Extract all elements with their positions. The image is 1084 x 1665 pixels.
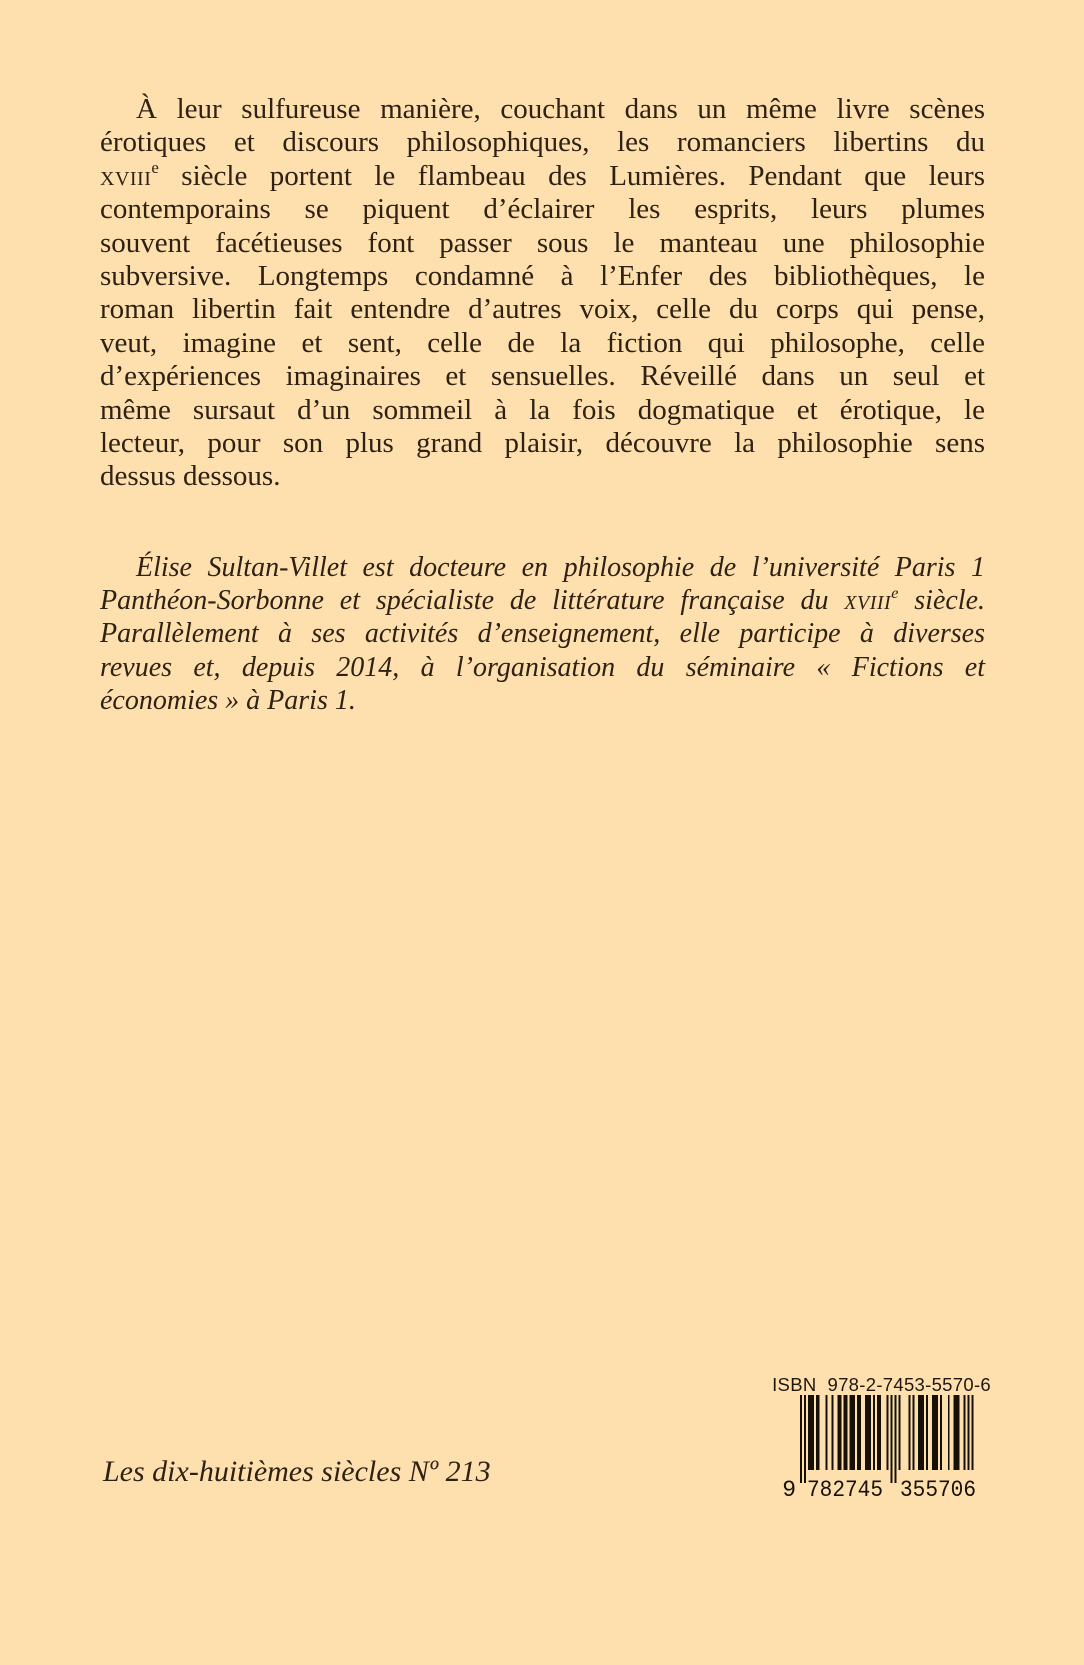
ean13-barcode [755, 1395, 991, 1503]
text-line: érotiques et discours philosophiques, les romanciers libertins du [100, 126, 985, 159]
text-line: économies » à Paris 1. [100, 684, 356, 716]
text-line: xviii$^e$ siècle portent le flambeau des Lumières. Pendant que leurs [100, 158, 985, 192]
text-line: dessus dessous. [100, 460, 281, 493]
isbn-line [755, 1371, 995, 1394]
text-line: contemporains se piquent d’éclairer les esprits, leurs plumes [100, 193, 985, 226]
text-line: Élise Sultan-Villet est docteure en philosophie de l’université Paris 1 [136, 552, 985, 583]
text-line: revues et, depuis 2014, à l’organisation du séminaire « Fictions et [100, 651, 985, 683]
author-bio-paragraph [100, 551, 985, 717]
text-line: Parallèlement à ses activités d’enseignement, elle participe à diverses [100, 618, 985, 650]
text-line: À leur sulfureuse manière, couchant dans un même livre scènes [136, 93, 985, 125]
text-line: subversive. Longtemps condamné à l’Enfer des bibliothèques, le [100, 260, 985, 293]
superscript-e: e [151, 158, 159, 178]
text-line: veut, imagine et sent, celle de la fiction qui philosophe, celle [100, 326, 985, 359]
small-caps-numeral: xviii [100, 159, 152, 192]
synopsis-paragraph [100, 93, 985, 494]
isbn-number: 978-2-7453-5570-6 [827, 1373, 991, 1395]
text-line: même sursaut d’un sommeil à la fois dogmatique et érotique, le [100, 393, 985, 426]
text-line: lecteur, pour son plus grand plaisir, découvre la philosophie sens [100, 427, 985, 460]
isbn-barcode-block [755, 1371, 995, 1503]
text-line: roman libertin fait entendre d’autres voix, celle du corps qui pense, [100, 293, 985, 326]
series-label: Les dix-huitièmes siècles Nº 213 [103, 1455, 491, 1488]
text-line: Panthéon-Sorbonne et spécialiste de littérature française du xviii$^e$ siècle. [100, 584, 986, 617]
text-line: d’expériences imaginaires et sensuelles. Réveillé dans un seul et [100, 360, 985, 393]
barcode-digits: 782745 [807, 1477, 883, 1503]
small-caps-numeral: xviii [844, 585, 892, 617]
barcode-digits: 355706 [900, 1477, 976, 1503]
isbn-label: ISBN [772, 1373, 817, 1395]
barcode-digits: 9 [782, 1477, 796, 1503]
superscript-e: e [891, 584, 899, 603]
text-line: souvent facétieuses font passer sous le manteau une philosophie [100, 226, 985, 259]
